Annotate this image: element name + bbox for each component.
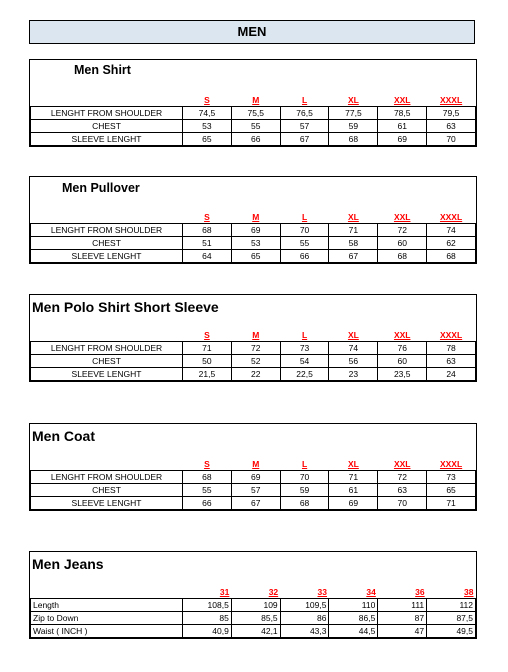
row-label: Waist ( INCH ): [31, 625, 183, 638]
cell: 109: [231, 599, 280, 612]
cell: 68: [183, 224, 232, 237]
cell: 69: [231, 471, 280, 484]
table-row: [31, 484, 476, 497]
cell: 63: [427, 355, 476, 368]
size-header: XXXL: [427, 458, 476, 471]
header-blank: [31, 586, 183, 599]
cell: 78: [427, 342, 476, 355]
cell: 85: [183, 612, 232, 625]
size-header-row: [31, 458, 476, 471]
size-header: M: [231, 458, 280, 471]
cell: 72: [231, 342, 280, 355]
size-header: XL: [329, 329, 378, 342]
cell: 74: [427, 224, 476, 237]
cell: 66: [280, 250, 329, 263]
size-header: XL: [329, 94, 378, 107]
cell: 22,5: [280, 368, 329, 381]
men-pullover-table: [29, 176, 477, 264]
row-label: CHEST: [31, 120, 183, 133]
cell: 68: [183, 471, 232, 484]
table-row: [31, 120, 476, 133]
row-label: Zip to Down: [31, 612, 183, 625]
size-header: S: [183, 211, 232, 224]
row-label: CHEST: [31, 237, 183, 250]
size-header: XXL: [378, 329, 427, 342]
table-row: [31, 368, 476, 381]
table-row: [31, 133, 476, 146]
cell: 62: [427, 237, 476, 250]
size-header: XL: [329, 458, 378, 471]
cell: 86,5: [329, 612, 378, 625]
row-label: SLEEVE LENGHT: [31, 368, 183, 381]
table-row: [31, 599, 476, 612]
cell: 24: [427, 368, 476, 381]
table-row: [31, 342, 476, 355]
cell: 47: [378, 625, 427, 638]
cell: 55: [183, 484, 232, 497]
size-header: M: [231, 94, 280, 107]
size-header: 34: [329, 586, 378, 599]
size-header: 36: [378, 586, 427, 599]
cell: 65: [183, 133, 232, 146]
header-blank: [31, 458, 183, 471]
size-header: S: [183, 329, 232, 342]
size-header: 38: [427, 586, 476, 599]
section-title: Men Polo Shirt Short Sleeve: [32, 299, 219, 315]
size-header: 31: [183, 586, 232, 599]
cell: 71: [329, 471, 378, 484]
cell: 66: [231, 133, 280, 146]
size-header: XL: [329, 211, 378, 224]
cell: 72: [378, 471, 427, 484]
cell: 71: [427, 497, 476, 510]
cell: 70: [280, 471, 329, 484]
cell: 69: [378, 133, 427, 146]
cell: 74,5: [183, 107, 232, 120]
size-header: M: [231, 211, 280, 224]
cell: 69: [329, 497, 378, 510]
page-banner: MEN: [29, 20, 475, 44]
size-header-row: [31, 586, 476, 599]
cell: 23: [329, 368, 378, 381]
table-row: [31, 224, 476, 237]
cell: 59: [280, 484, 329, 497]
cell: 109,5: [280, 599, 329, 612]
size-header-row: [31, 329, 476, 342]
cell: 61: [329, 484, 378, 497]
cell: 78,5: [378, 107, 427, 120]
cell: 51: [183, 237, 232, 250]
cell: 63: [378, 484, 427, 497]
size-header: XXL: [378, 94, 427, 107]
cell: 67: [329, 250, 378, 263]
table-row: [31, 107, 476, 120]
cell: 68: [329, 133, 378, 146]
cell: 67: [231, 497, 280, 510]
table-row: [31, 250, 476, 263]
cell: 68: [378, 250, 427, 263]
cell: 58: [329, 237, 378, 250]
cell: 22: [231, 368, 280, 381]
men-coat-table: [29, 423, 477, 511]
cell: 53: [231, 237, 280, 250]
cell: 76,5: [280, 107, 329, 120]
cell: 43,3: [280, 625, 329, 638]
row-label: SLEEVE LENGHT: [31, 133, 183, 146]
table-row: [31, 471, 476, 484]
cell: 52: [231, 355, 280, 368]
cell: 70: [427, 133, 476, 146]
cell: 42,1: [231, 625, 280, 638]
table-row: [31, 237, 476, 250]
cell: 71: [329, 224, 378, 237]
cell: 68: [280, 497, 329, 510]
cell: 86: [280, 612, 329, 625]
cell: 68: [427, 250, 476, 263]
table-row: [31, 497, 476, 510]
cell: 85,5: [231, 612, 280, 625]
section-title: Men Shirt: [74, 63, 131, 77]
table-row: [31, 612, 476, 625]
cell: 65: [231, 250, 280, 263]
cell: 66: [183, 497, 232, 510]
cell: 112: [427, 599, 476, 612]
cell: 61: [378, 120, 427, 133]
row-label: CHEST: [31, 484, 183, 497]
cell: 23,5: [378, 368, 427, 381]
size-header: XXL: [378, 458, 427, 471]
section-title: Men Pullover: [62, 181, 140, 195]
cell: 70: [280, 224, 329, 237]
row-label: LENGHT FROM SHOULDER: [31, 107, 183, 120]
cell: 72: [378, 224, 427, 237]
cell: 59: [329, 120, 378, 133]
size-header-row: [31, 211, 476, 224]
cell: 87: [378, 612, 427, 625]
size-header: M: [231, 329, 280, 342]
size-header: S: [183, 94, 232, 107]
row-label: CHEST: [31, 355, 183, 368]
section-title: Men Coat: [32, 428, 95, 444]
row-label: SLEEVE LENGHT: [31, 250, 183, 263]
cell: 79,5: [427, 107, 476, 120]
table-row: [31, 355, 476, 368]
size-header: XXXL: [427, 211, 476, 224]
cell: 70: [378, 497, 427, 510]
header-blank: [31, 94, 183, 107]
cell: 56: [329, 355, 378, 368]
size-header: XXL: [378, 211, 427, 224]
size-header: L: [280, 211, 329, 224]
size-header: 32: [231, 586, 280, 599]
cell: 73: [427, 471, 476, 484]
cell: 57: [280, 120, 329, 133]
cell: 60: [378, 237, 427, 250]
size-header: L: [280, 458, 329, 471]
cell: 67: [280, 133, 329, 146]
row-label: LENGHT FROM SHOULDER: [31, 342, 183, 355]
cell: 44,5: [329, 625, 378, 638]
row-label: LENGHT FROM SHOULDER: [31, 224, 183, 237]
cell: 64: [183, 250, 232, 263]
section-title: Men Jeans: [32, 556, 104, 572]
header-blank: [31, 211, 183, 224]
cell: 40,9: [183, 625, 232, 638]
size-header: L: [280, 329, 329, 342]
size-header: L: [280, 94, 329, 107]
cell: 60: [378, 355, 427, 368]
row-label: LENGHT FROM SHOULDER: [31, 471, 183, 484]
cell: 21,5: [183, 368, 232, 381]
cell: 76: [378, 342, 427, 355]
cell: 63: [427, 120, 476, 133]
table-row: [31, 625, 476, 638]
size-header: S: [183, 458, 232, 471]
cell: 50: [183, 355, 232, 368]
row-label: Length: [31, 599, 183, 612]
cell: 111: [378, 599, 427, 612]
men-shirt-table: [29, 59, 477, 147]
cell: 110: [329, 599, 378, 612]
men-polo-table: [29, 294, 477, 382]
cell: 54: [280, 355, 329, 368]
cell: 75,5: [231, 107, 280, 120]
size-header: XXXL: [427, 329, 476, 342]
cell: 77,5: [329, 107, 378, 120]
men-jeans-table: [29, 551, 477, 639]
cell: 49,5: [427, 625, 476, 638]
cell: 65: [427, 484, 476, 497]
cell: 55: [280, 237, 329, 250]
cell: 69: [231, 224, 280, 237]
size-header-row: [31, 94, 476, 107]
size-header: XXXL: [427, 94, 476, 107]
header-blank: [31, 329, 183, 342]
cell: 87,5: [427, 612, 476, 625]
cell: 108,5: [183, 599, 232, 612]
cell: 74: [329, 342, 378, 355]
size-header: 33: [280, 586, 329, 599]
cell: 53: [183, 120, 232, 133]
cell: 55: [231, 120, 280, 133]
row-label: SLEEVE LENGHT: [31, 497, 183, 510]
cell: 73: [280, 342, 329, 355]
cell: 57: [231, 484, 280, 497]
cell: 71: [183, 342, 232, 355]
